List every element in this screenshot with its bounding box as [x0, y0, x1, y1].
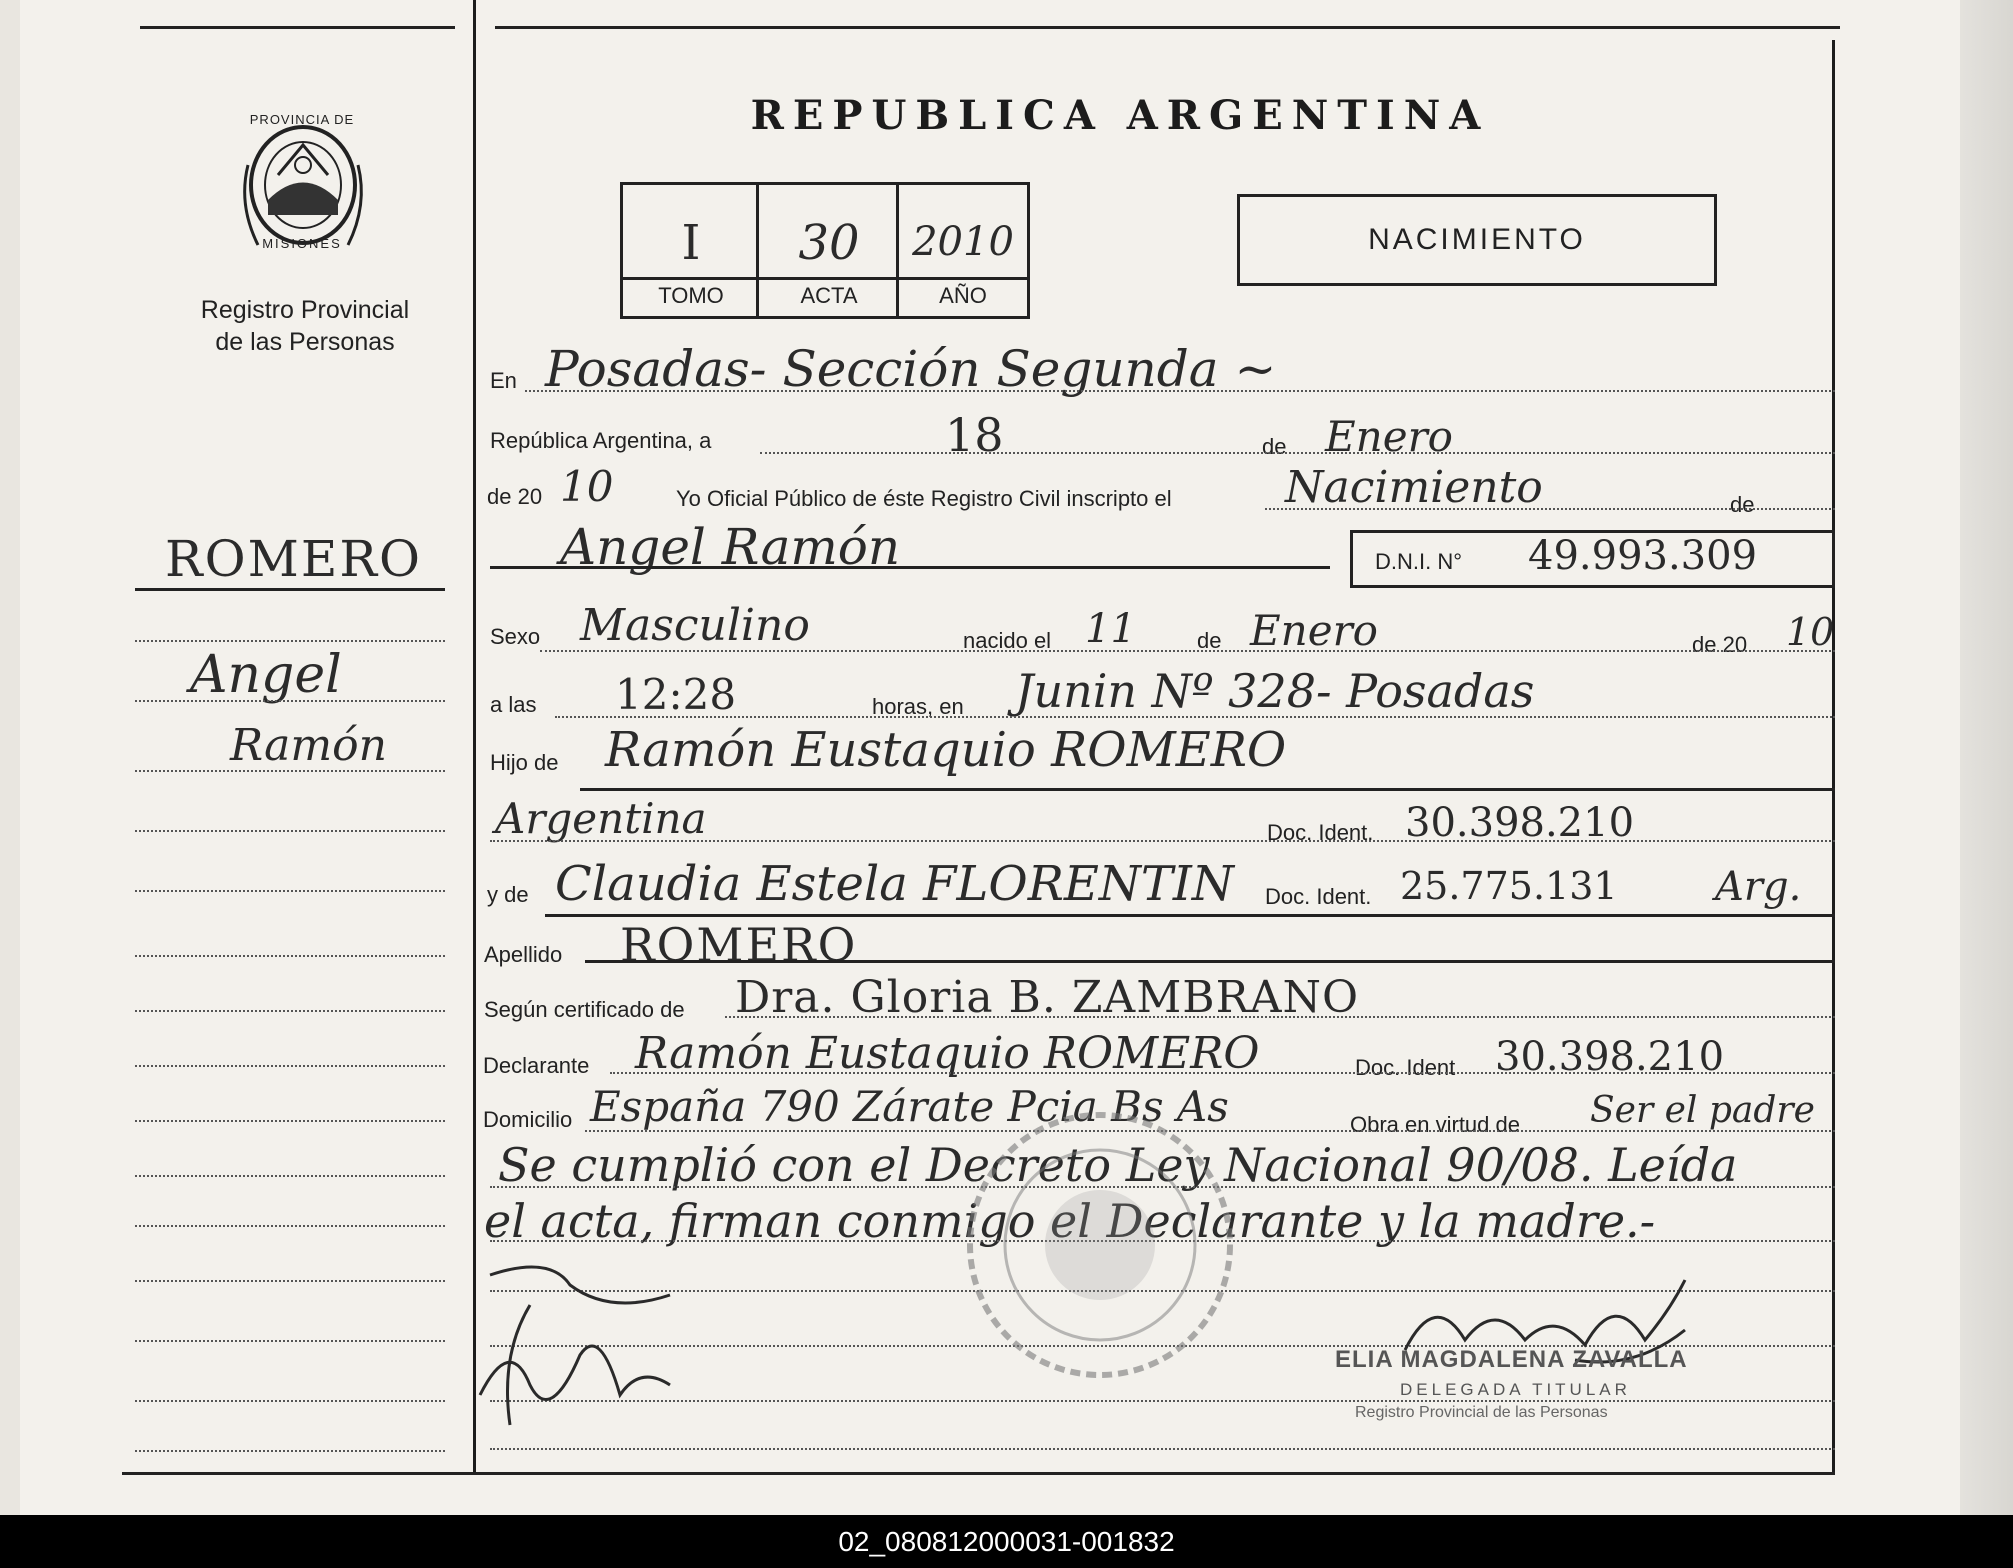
domicilio-label: Domicilio — [483, 1107, 573, 1132]
top-right-rule — [495, 26, 1840, 29]
dni-box — [1350, 530, 1835, 588]
year-value: 10 — [560, 462, 614, 511]
official-name: ELIA MAGDALENA ZAVALLA — [1335, 1346, 1688, 1373]
act-type-box: NACIMIENTO — [1237, 194, 1717, 286]
birth-year-value: 10 — [1786, 610, 1835, 654]
domicilio-value: España 790 Zárate Pcia Bs As — [590, 1082, 1229, 1131]
horas-label: horas, en — [872, 694, 964, 719]
obra-value: Ser el padre — [1590, 1090, 1815, 1131]
declarant-signature-icon — [470, 1235, 710, 1435]
inscripcion-value: Nacimiento — [1285, 462, 1543, 513]
father-name-value: Ramón Eustaquio ROMERO — [605, 722, 1287, 778]
registry-name-line1: Registro Provincial — [200, 296, 410, 324]
doc-ident-label-3: Doc. Ident — [1355, 1055, 1456, 1080]
yde-label: y de — [487, 882, 529, 907]
country-title: REPUBLICA ARGENTINA — [750, 92, 1490, 139]
note-line-1: Se cumplió con el Decreto Ley Nacional 90/08. Leída — [498, 1138, 1738, 1192]
tomo-value: I — [681, 215, 701, 271]
declarante-doc-value: 30.398.210 — [1495, 1034, 1725, 1080]
day-value: 18 — [945, 408, 1004, 462]
margin-surname: ROMERO — [165, 530, 422, 588]
father-nationality: Argentina — [495, 794, 707, 843]
certificado-value: Dra. Gloria B. ZAMBRANO — [735, 972, 1360, 1023]
mother-nationality: Arg. — [1715, 864, 1802, 910]
birth-year-prefix: de 20 — [1692, 632, 1748, 657]
dni-label: D.N.I. N° — [1375, 549, 1463, 574]
mother-doc-value: 25.775.131 — [1400, 864, 1618, 908]
alas-label: a las — [490, 692, 537, 717]
margin-given2: Ramón — [230, 720, 387, 771]
obra-label: Obra en virtud de — [1350, 1112, 1520, 1137]
scan-id-bar: 02_080812000031-001832 — [0, 1515, 2013, 1568]
time-value: 12:28 — [615, 670, 737, 719]
page-right-edge — [1960, 0, 2013, 1515]
month-value: Enero — [1325, 412, 1453, 461]
acta-value: 30 — [798, 215, 860, 271]
republica-label: República Argentina, a — [490, 428, 712, 453]
de-label-3: de — [1197, 628, 1222, 653]
seal-bottom-text: MISIONES — [262, 236, 342, 251]
registry-stamp-icon — [950, 1095, 1250, 1395]
record-number-box — [620, 182, 1030, 319]
margin-given1: Angel — [190, 645, 342, 705]
en-label: En — [490, 368, 517, 393]
birth-month-value: Enero — [1250, 606, 1378, 655]
declarante-value: Ramón Eustaquio ROMERO — [635, 1028, 1260, 1079]
anio-label: AÑO — [939, 283, 987, 308]
year-prefix: de 20 — [487, 484, 543, 509]
de-label-2: de — [1730, 492, 1755, 517]
dni-value: 49.993.309 — [1528, 533, 1758, 579]
nacido-label: nacido el — [963, 628, 1052, 653]
certificado-label: Según certificado de — [484, 997, 685, 1022]
apellido-value: ROMERO — [620, 918, 858, 972]
official-office: Registro Provincial de las Personas — [1355, 1404, 1608, 1421]
acta-label: ACTA — [800, 283, 858, 308]
mother-name-value: Claudia Estela FLORENTIN — [555, 856, 1234, 912]
note-line-2: el acta, firman conmigo el Declarante y la madre.- — [484, 1194, 1656, 1248]
sexo-label: Sexo — [490, 624, 541, 649]
anio-value: 2010 — [912, 219, 1014, 265]
en-value: Posadas- Sección Segunda ~ — [545, 340, 1277, 398]
official-title: DELEGADA TITULAR — [1400, 1380, 1631, 1399]
right-frame-line — [1832, 40, 1835, 1475]
child-name-value: Angel Ramón — [560, 518, 901, 576]
birth-day-value: 11 — [1085, 606, 1136, 652]
place-value: Junin Nº 328- Posadas — [1015, 664, 1535, 718]
doc-ident-label-2: Doc. Ident. — [1265, 884, 1372, 909]
registry-name-line2: de las Personas — [215, 328, 395, 356]
page-left-edge — [0, 0, 20, 1515]
seal-top-text: PROVINCIA DE — [249, 112, 355, 127]
top-left-rule — [140, 26, 455, 29]
declarante-label: Declarante — [483, 1053, 590, 1078]
tomo-label: TOMO — [658, 283, 724, 308]
hijo-label: Hijo de — [490, 750, 559, 775]
father-doc-value: 30.398.210 — [1405, 800, 1635, 846]
de-label: de — [1262, 434, 1287, 459]
apellido-label: Apellido — [484, 942, 563, 967]
sexo-value: Masculino — [580, 600, 810, 651]
doc-ident-label: Doc. Ident. — [1267, 820, 1374, 845]
oficial-label: Yo Oficial Público de éste Registro Civil inscripto el — [676, 486, 1172, 511]
bottom-frame-line — [122, 1472, 1835, 1475]
